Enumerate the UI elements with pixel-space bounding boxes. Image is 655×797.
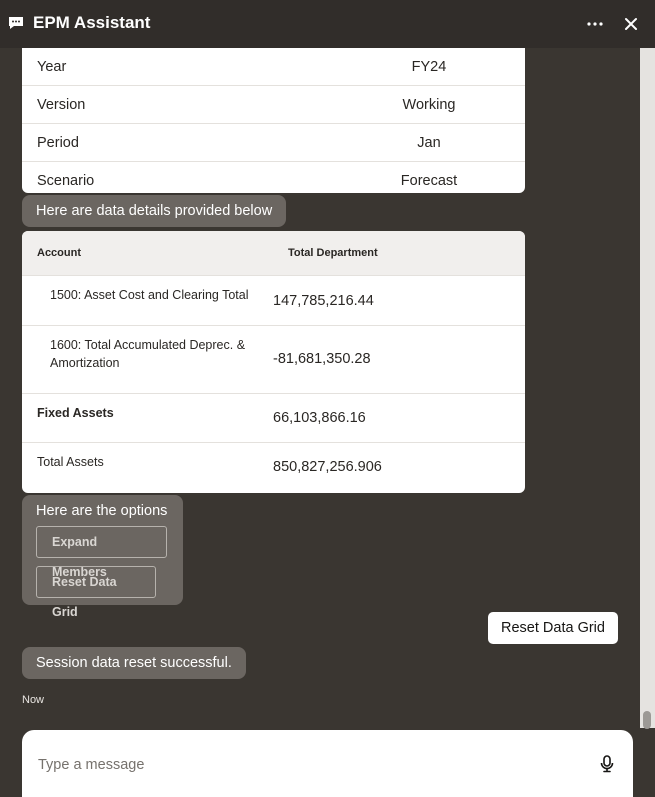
message-composer [22, 730, 633, 797]
message-timestamp: Now [22, 694, 45, 706]
account-cell: Total Assets [37, 455, 104, 469]
context-label: Scenario [37, 172, 95, 189]
context-value: Forecast [400, 172, 458, 189]
context-row-version [22, 86, 525, 124]
expand-members-button[interactable]: Expand Members [36, 526, 167, 558]
title-bar [0, 0, 655, 48]
context-label: Period [37, 134, 79, 151]
user-message: Reset Data Grid [488, 612, 618, 644]
more-horizontal-icon[interactable] [586, 16, 604, 32]
value-cell: -81,681,350.28 [273, 351, 371, 367]
account-cell: 1500: Asset Cost and Clearing Total [50, 288, 249, 302]
scrollbar[interactable] [640, 48, 655, 728]
options-title: Here are the options [36, 503, 168, 519]
value-cell: 66,103,866.16 [273, 410, 366, 426]
context-card [22, 48, 525, 193]
table-row [22, 443, 525, 492]
context-label: Year [37, 58, 67, 75]
context-row-scenario [22, 162, 525, 193]
bot-message-reset-confirm: Session data reset successful. [22, 647, 246, 679]
table-header [22, 231, 525, 276]
context-value: FY24 [411, 58, 447, 75]
chat-bubble-icon [8, 16, 24, 30]
table-row [22, 276, 525, 326]
column-header-total: Total Department [288, 247, 378, 259]
chat-transcript[interactable] [0, 48, 640, 728]
data-table [22, 231, 525, 493]
account-cell: 1600: Total Accumulated Deprec. & Amortization [50, 338, 246, 370]
reset-data-grid-button[interactable]: Reset Data Grid [36, 566, 156, 598]
options-message [22, 495, 183, 619]
table-row [22, 394, 525, 443]
message-input[interactable] [36, 750, 580, 780]
bot-message-data-intro: Here are data details provided below [22, 195, 286, 227]
account-cell: Fixed Assets [37, 406, 114, 420]
context-value: Working [402, 96, 456, 113]
context-label: Version [37, 96, 86, 113]
context-row-year [22, 48, 525, 86]
context-value: Jan [417, 134, 441, 151]
value-cell: 147,785,216.44 [273, 293, 374, 309]
microphone-icon[interactable] [600, 755, 614, 773]
value-cell: 850,827,256.906 [273, 459, 382, 475]
table-row [22, 326, 525, 394]
column-header-account: Account [37, 247, 81, 259]
context-row-period [22, 124, 525, 162]
scrollbar-thumb[interactable] [643, 711, 651, 729]
close-icon[interactable] [623, 16, 639, 32]
app-title: EPM Assistant [33, 13, 151, 32]
